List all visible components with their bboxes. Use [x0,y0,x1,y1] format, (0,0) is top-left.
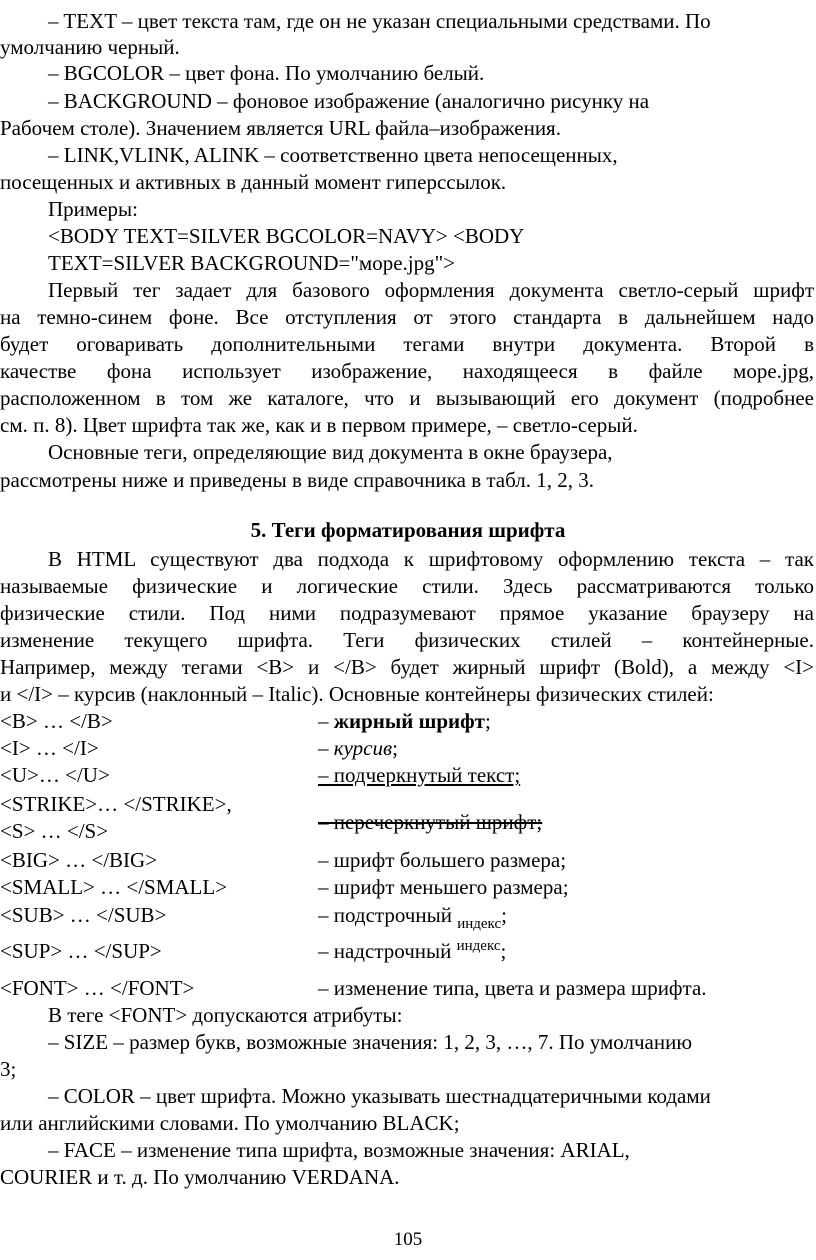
text-line: Например, между тегами <B> и </B> будет жирный шрифт (Bold), а между <I> [0,655,814,679]
text-line: COURIER и т. д. По умолчанию VERDANA. [0,1165,400,1189]
text-line: или английскими словами. По умолчанию BLACK; [0,1111,460,1135]
tag-name: <SMALL> … </SMALL> [0,875,228,899]
text-line: Рабочем столе). Значением является URL файла–изображения. [0,116,561,140]
text-line: расположенном в том же каталоге, что и вызывающий его документ (подробнее [0,386,814,410]
text-line: на темно-синем фоне. Все отступления от этого стандарта в дальнейшем надо [0,305,814,329]
underline-sample: – подчеркнутый текст; [318,763,521,787]
text-line: Основные теги, определяющие вид документа в окне браузера, [48,440,613,464]
tag-name: <BIG> … </BIG> [0,848,158,872]
strike-sample: – перечеркнутый шрифт; [318,810,543,834]
superscript-sample: индекс [456,938,501,954]
text-line: – BGCOLOR – цвет фона. По умолчанию белый. [48,61,485,85]
text-line: – FACE – изменение типа шрифта, возможные значения: ARIAL, [48,1138,630,1162]
tag-name: <STRIKE>… </STRIKE>, [0,792,232,816]
text-line: – BACKGROUND – фоновое изображение (аналогично рисунку на [48,89,650,113]
text-line: 3; [0,1057,17,1081]
text-line: и </I> – курсив (наклонный – Italic). Основные контейнеры физических стилей: [0,682,714,706]
tag-name: <S> … </S> [0,819,109,843]
tag-name: <U>… </U> [0,763,110,787]
text-line: В теге <FONT> допускаются атрибуты: [48,1003,403,1027]
tag-description: – курсив; [318,736,398,760]
text-line: рассмотрены ниже и приведены в виде справочника в табл. 1, 2, 3. [0,468,594,492]
tag-description: – жирный шрифт; [318,709,491,733]
tag-description: – изменение типа, цвета и размера шрифта. [318,976,707,1000]
code-line: <BODY TEXT=SILVER BGCOLOR=NAVY> <BODY [48,224,525,248]
section-heading: 5. Теги форматирования шрифта [250,518,566,542]
text-line: – SIZE – размер букв, возможные значения: 1, 2, 3, …, 7. По умолчанию [48,1030,693,1054]
text-line: изменение текущего шрифта. Теги физических стилей – контейнерные. [0,628,814,652]
text-line: см. п. 8). Цвет шрифта так же, как и в первом примере, – светло-серый. [0,413,638,437]
text-line: называемые физические и логические стили. Здесь рассматриваются только [0,574,814,598]
text-line: В HTML существуют два подхода к шрифтовому оформлению текста – так [48,547,814,571]
tag-description: – подстрочный $_{индекс}$; [318,903,507,932]
tag-description: – шрифт меньшего размера; [318,875,569,899]
tag-name: <I> … </I> [0,736,99,760]
italic-sample: курсив [333,736,393,760]
tag-name: <SUP> … </SUP> [0,939,162,963]
text-line: посещенных и активных в данный момент гиперссылок. [0,170,507,194]
tag-description [318,762,520,788]
text-line: будет оговаривать дополнительными тегами внутри документа. Второй в [0,332,814,356]
text-line: – TEXT – цвет текста там, где он не указан специальными средствами. По [48,9,711,33]
text-line: качестве фона использует изображение, находящееся в файле море.jpg, [0,359,814,383]
text-line: умолчанию черный. [0,35,180,59]
bold-sample: жирный шрифт [333,709,485,733]
tag-description: – надстрочный $^{индекс}$; [318,938,507,963]
tag-name: <B> … </B> [0,709,113,733]
tag-name: <FONT> … </FONT> [0,976,195,1000]
tag-name: <SUB> … </SUB> [0,903,167,927]
tag-description: – шрифт большего размера; [318,848,567,872]
text-line: – COLOR – цвет шрифта. Можно указывать шестнадцатеричными кодами [48,1084,711,1108]
text-line: – LINK,VLINK, ALINK – соответственно цвета непосещенных, [48,143,618,167]
text-line: физические стили. Под ними подразумевают прямое указание браузеру на [0,601,814,625]
tag-description [318,809,542,835]
page-number: 105 [393,1229,423,1250]
text-line: Первый тег задает для базового оформления документа светло-серый шрифт [48,278,814,302]
subscript-sample: индекс [457,916,502,932]
text-line: Примеры: [48,197,138,221]
code-line: TEXT=SILVER BACKGROUND="море.jpg"> [48,251,456,275]
